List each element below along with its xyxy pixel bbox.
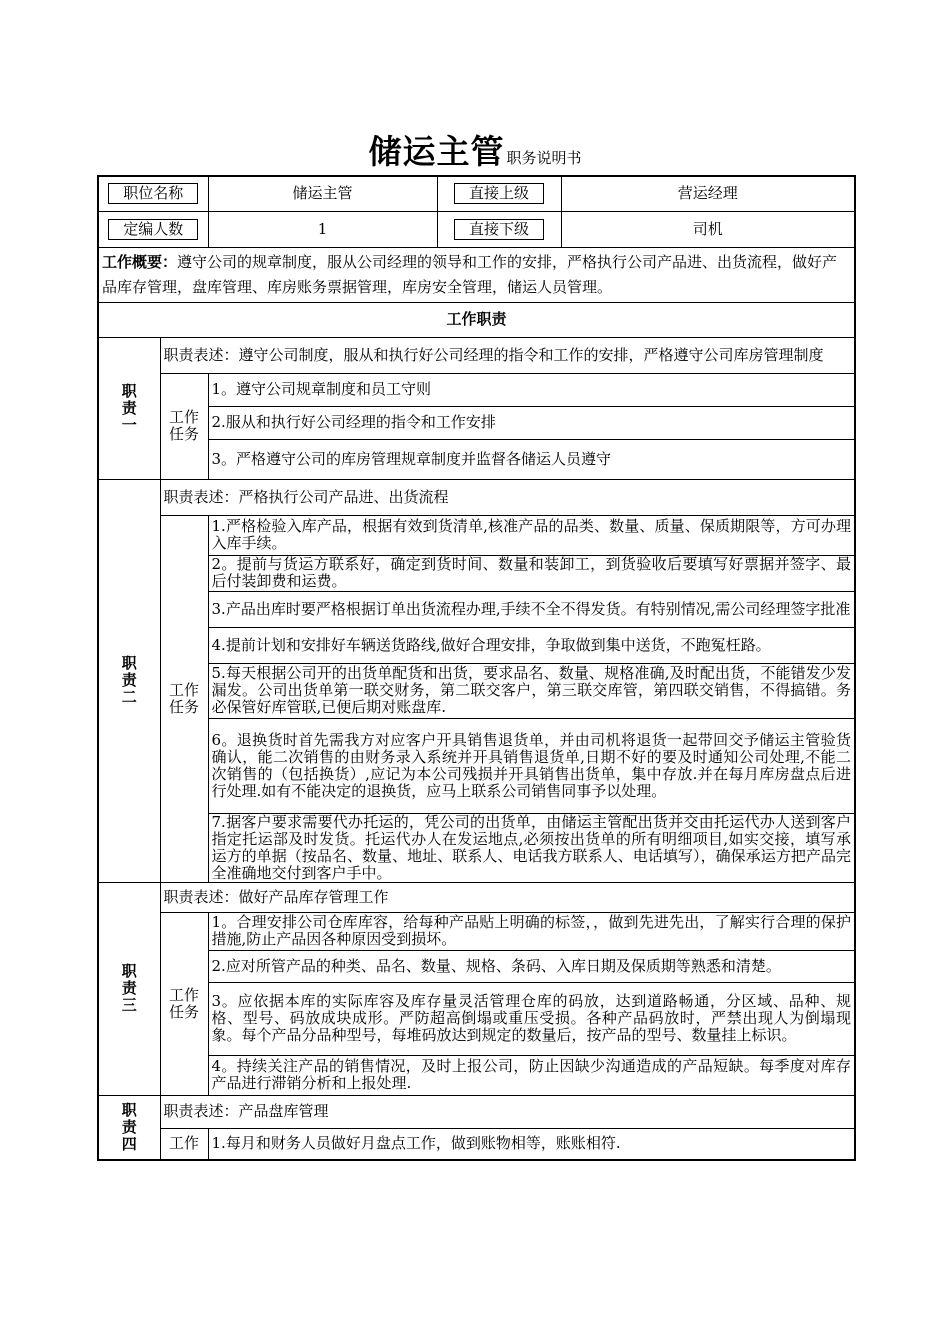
- overview-label: 工作概要：: [102, 252, 178, 271]
- overview-text: 遵守公司的规章制度，服从公司经理的领导和工作的安排，严格执行公司产品进、出货流程，做好产品库存管理，盘库管理、库房账务票据管理，库房安全管理，储运人员管理。: [102, 252, 838, 296]
- document-title: [0, 126, 950, 173]
- duty-3-statement-row: [98, 882, 855, 912]
- duty-3-name: 职 责 三: [98, 882, 160, 1095]
- duty-2-name: 职 责 二: [98, 479, 160, 882]
- position-label-cell: [98, 176, 208, 211]
- headcount-label: 定编人数: [108, 219, 198, 240]
- duty-2-task-6: 6。退换货时首先需我方对应客户开具销售退货单，并由司机将退货一起带回交予储运主管验货确认，能二次销售的由财务录入系统并开具销售退货单,日期不好的要及时通知公司处理,不能二次销售的（包括换货）,应记为本公司残损并开具销售出货单，集中存放.并在每月库房盘点后进行处理.如有不能决定的退换货，应马上联系公司销售同事予以处理。: [208, 718, 855, 813]
- duty-2-task-row: [98, 627, 855, 663]
- duty-3-task-row: [98, 1055, 855, 1095]
- position-value: 储运主管: [208, 176, 437, 211]
- duty-3-task-2: 2.应对所管产品的种类、品名、数量、规格、条码、入库日期及保质期等熟悉和清楚。: [208, 950, 855, 982]
- headcount-value: 1: [208, 211, 437, 247]
- duty-3-task-label: 工作 任务: [160, 912, 208, 1095]
- duty-1-task-3: 3。严格遵守公司的库房管理规章制度并监督各储运人员遵守: [208, 439, 855, 479]
- duty-4-task-1: 1.每月和财务人员做好月盘点工作，做到账物相等，账账相符.: [208, 1128, 855, 1160]
- superior-value: 营运经理: [561, 176, 855, 211]
- duty-2-statement-row: [98, 479, 855, 515]
- subordinate-label-cell: [437, 211, 561, 247]
- superior-label: 直接上级: [454, 183, 544, 204]
- duty-4-statement: 职责表述：产品盘库管理: [160, 1095, 855, 1128]
- duty-3-task-row: [98, 950, 855, 982]
- job-description-table: [97, 175, 856, 1161]
- superior-label-cell: [437, 176, 561, 211]
- headcount-label-cell: [98, 211, 208, 247]
- duty-2-task-3: 3.产品出库时要严格根据订单出货流程办理,手续不全不得发货。有特别情况,需公司经理签字批准: [208, 591, 855, 627]
- duty-1-statement: 职责表述：遵守公司制度，服从和执行好公司经理的指令和工作的安排，严格遵守公司库房管理制度: [160, 337, 855, 373]
- duty-2-task-label: 工作 任务: [160, 515, 208, 882]
- duty-2-statement: 职责表述：严格执行公司产品进、出货流程: [160, 479, 855, 515]
- header-row-1: [98, 176, 855, 211]
- duty-3-task-1: 1。合理安排公司仓库库容，给每种产品贴上明确的标签，，做到先进先出，了解实行合理的保护措施,防止产品因各种原因受到损坏。: [208, 912, 855, 950]
- overview-cell: [98, 247, 855, 302]
- duty-1-task-row: [98, 373, 855, 406]
- duty-2-task-row: [98, 813, 855, 882]
- position-label: 职位名称: [108, 183, 198, 204]
- duty-2-task-2: 2。提前与货运方联系好，确定到货时间、数量和装卸工，到货验收后要填写好票据并签字、最后付装卸费和运费。: [208, 555, 855, 591]
- duty-2-task-5: 5.每天根据公司开的出货单配货和出货，要求品名、数量、规格准确,及时配出货，不能错发少发漏发。公司出货单第一联交财务，第二联交客户，第三联交库管，第四联交销售，不得搞错。务必保管好库管联,已便后期对账盘库.: [208, 663, 855, 718]
- duty-1-name: 职 责 一: [98, 337, 160, 479]
- duty-1-task-1: 1。遵守公司规章制度和员工守则: [208, 373, 855, 406]
- duty-2-task-row: [98, 591, 855, 627]
- duty-3-task-4: 4。持续关注产品的销售情况，及时上报公司，防止因缺少沟通造成的产品短缺。每季度对库存产品进行滞销分析和上报处理.: [208, 1055, 855, 1095]
- title-sub: 职务说明书: [506, 149, 582, 167]
- duty-2-task-row: [98, 663, 855, 718]
- duty-4-statement-row: [98, 1095, 855, 1128]
- duty-2-task-1: 1.严格检验入库产品，根据有效到货清单,核准产品的品类、数量、质量、保质期限等，方可办理入库手续。: [208, 515, 855, 555]
- header-row-2: [98, 211, 855, 247]
- duty-2-task-row: [98, 515, 855, 555]
- duty-1-task-2: 2.服从和执行好公司经理的指令和工作安排: [208, 406, 855, 439]
- duty-1-task-row: [98, 439, 855, 479]
- duty-2-task-4: 4.提前计划和安排好车辆送货路线,做好合理安排，争取做到集中送货，不跑冤枉路。: [208, 627, 855, 663]
- subordinate-label: 直接下级: [454, 219, 544, 240]
- section-title-row: [98, 302, 855, 337]
- duty-4-task-label: 工作: [160, 1128, 208, 1160]
- overview-row: [98, 247, 855, 302]
- subordinate-value: 司机: [561, 211, 855, 247]
- duty-1-statement-row: [98, 337, 855, 373]
- duty-3-task-row: [98, 912, 855, 950]
- duty-4-name: 职 责 四: [98, 1095, 160, 1160]
- duty-3-task-row: [98, 982, 855, 1055]
- duty-4-task-row: [98, 1128, 855, 1160]
- duty-3-task-3: 3。应依据本库的实际库容及库存量灵活管理仓库的码放，达到道路畅通，分区域、品种、规格、型号、码放成块成形。严防超高倒塌或重压受损。各种产品码放时，严禁出现人为倒塌现象。每个产品分品种型号，每堆码放达到规定的数量后，按产品的型号、数量挂上标识。: [208, 982, 855, 1055]
- duty-2-task-7: 7.据客户要求需要代办托运的，凭公司的出货单，由储运主管配出货并交由托运代办人送到客户指定托运部及时发货。托运代办人在发运地点,必须按出货单的所有明细项目,如实交接，填写承运方的单据（按品名、数量、地址、联系人、电话我方联系人、电话填写），确保承运方把产品完全准确地交付到客户手中。: [208, 813, 855, 882]
- section-title: 工作职责: [98, 302, 855, 337]
- duty-1-task-label: 工作 任务: [160, 373, 208, 479]
- duty-2-task-row: [98, 718, 855, 813]
- duty-2-task-row: [98, 555, 855, 591]
- duty-3-statement: 职责表述：做好产品库存管理工作: [160, 882, 855, 912]
- title-main: 储运主管: [368, 132, 505, 171]
- duty-1-task-row: [98, 406, 855, 439]
